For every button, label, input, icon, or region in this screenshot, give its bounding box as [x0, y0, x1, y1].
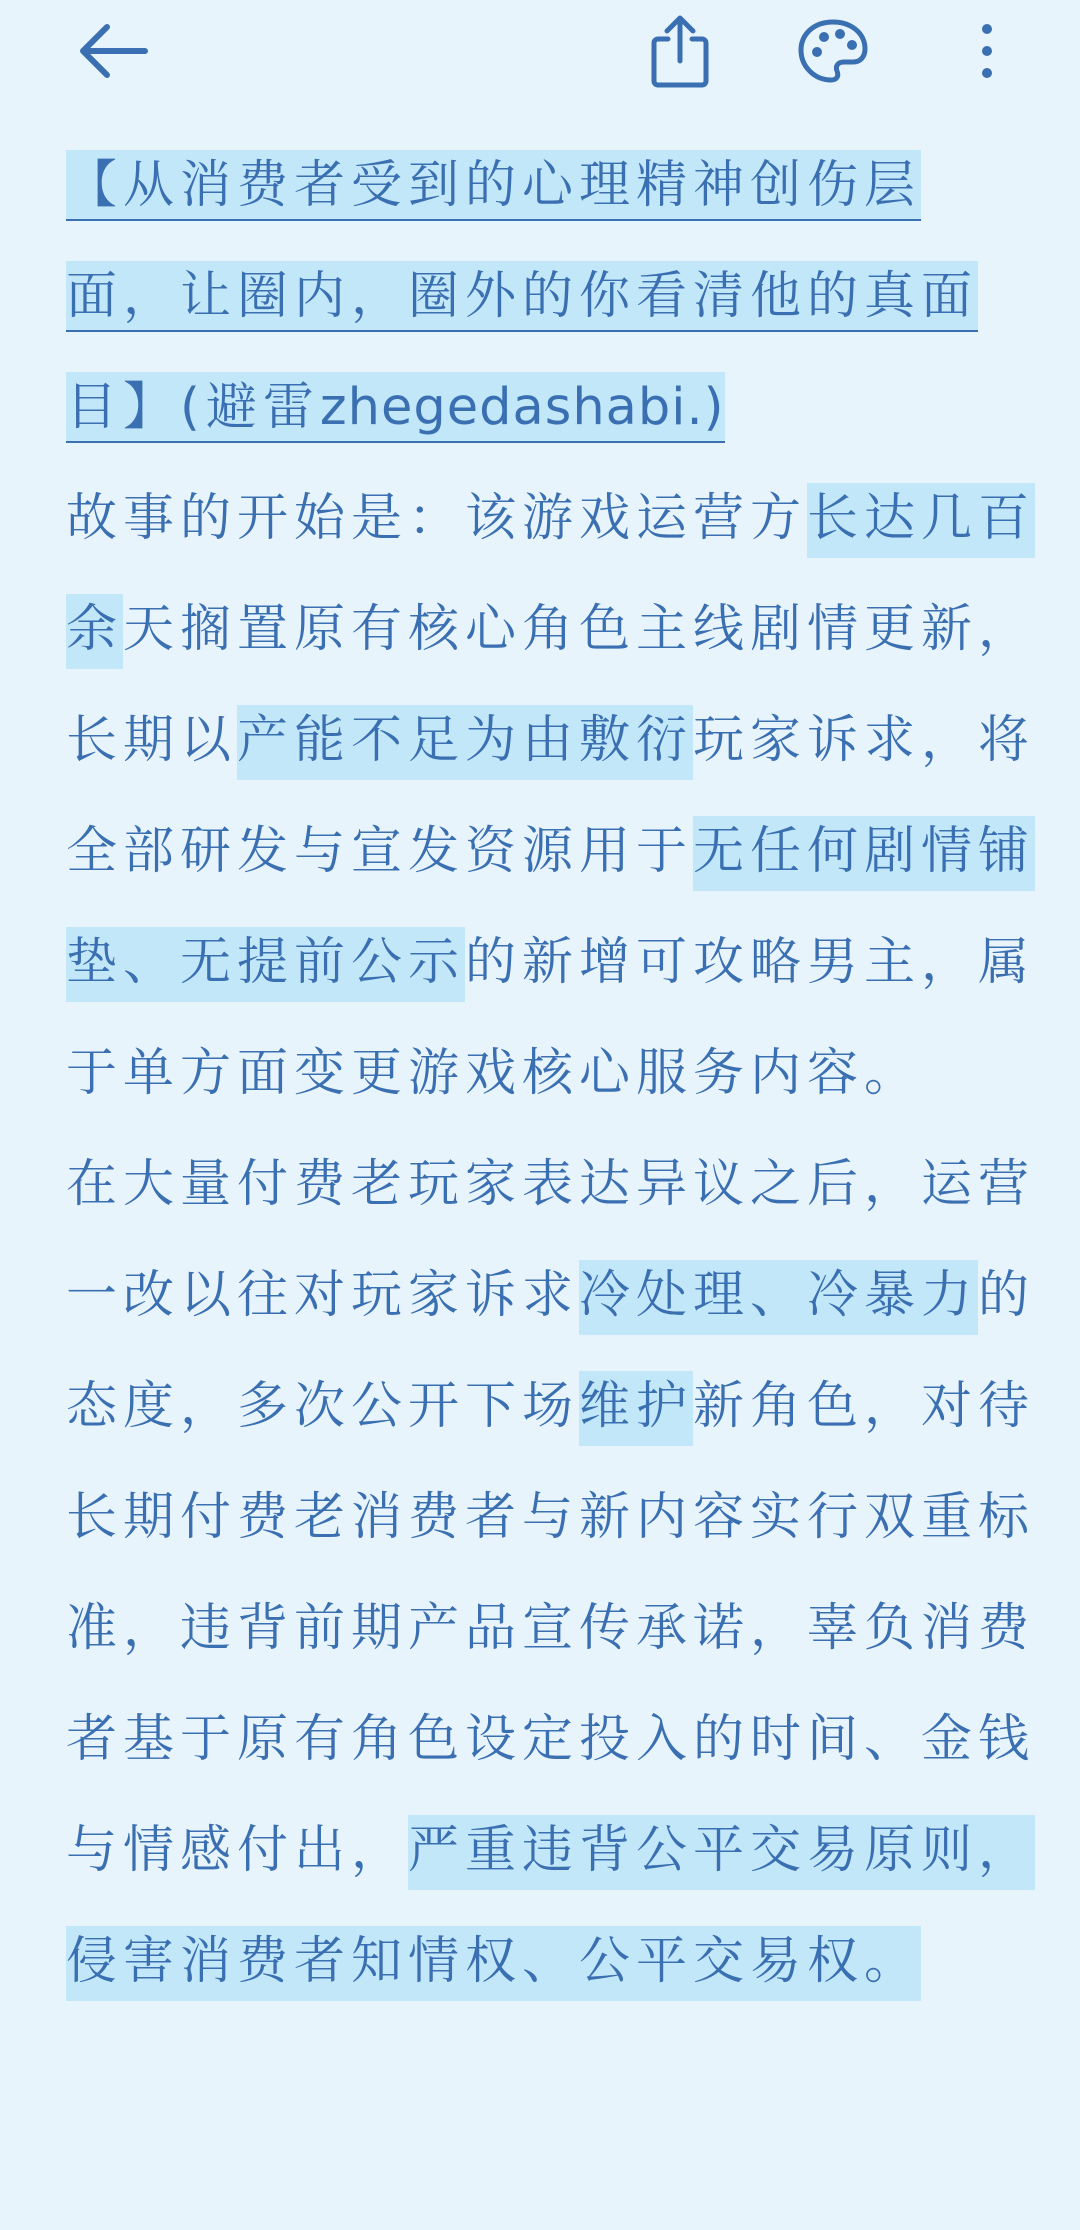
- highlighted-text: 无任何剧情铺垫、无提前公示: [66, 816, 1035, 1002]
- text-segment: 的新增可攻略男主，属于单方面变更游戏核心服务内容。: [66, 933, 1036, 1103]
- title-line: 目】(避雷zhegedashabi.): [66, 372, 725, 443]
- arrow-left-icon: [75, 21, 151, 81]
- more-options-button[interactable]: [942, 6, 1032, 96]
- text-segment: 玩家诉求，将全部研发与宣发资源用于: [66, 711, 1036, 881]
- share-icon: [648, 13, 712, 89]
- text-segment: 故事的开始是：该游戏运营方: [66, 489, 808, 548]
- more-vertical-icon: [977, 21, 997, 81]
- text-segment: 新角色，对待长期付费老消费者与新内容实行双重标准，违背前期产品宣传承诺，辜负消费者基于原有角色设定投入的时间、金钱与情感付出，: [66, 1377, 1036, 1880]
- highlighted-text: 产能不足为由敷衍: [237, 705, 693, 780]
- palette-icon: [797, 18, 869, 84]
- paragraph-1: [66, 463, 1036, 1129]
- back-button[interactable]: [68, 6, 158, 96]
- text-segment: 的态度，多次公开下场: [66, 1266, 1036, 1436]
- top-toolbar: [0, 0, 1080, 100]
- highlighted-text: 维护: [579, 1371, 693, 1446]
- title-line: 【从消费者受到的心理精神创伤层: [66, 150, 921, 221]
- highlighted-text: 严重违背公平交易原则，侵害消费者知情权、公平交易权。: [66, 1815, 1035, 2001]
- title-line: 面，让圈内，圈外的你看清他的真面: [66, 261, 978, 332]
- theme-button[interactable]: [788, 6, 878, 96]
- text-segment: 天搁置原有核心角色主线剧情更新，长期以: [66, 600, 1036, 770]
- highlighted-text: 冷处理、冷暴力: [579, 1260, 978, 1335]
- paragraph-2: [66, 1129, 1036, 2017]
- text-segment: 在大量付费老玩家表达异议之后，运营一改以往对玩家诉求: [66, 1155, 1036, 1325]
- share-button[interactable]: [635, 6, 725, 96]
- highlighted-text: 长达几百余: [66, 483, 1035, 669]
- note-title: [66, 130, 1036, 463]
- note-body[interactable]: [66, 130, 1036, 2017]
